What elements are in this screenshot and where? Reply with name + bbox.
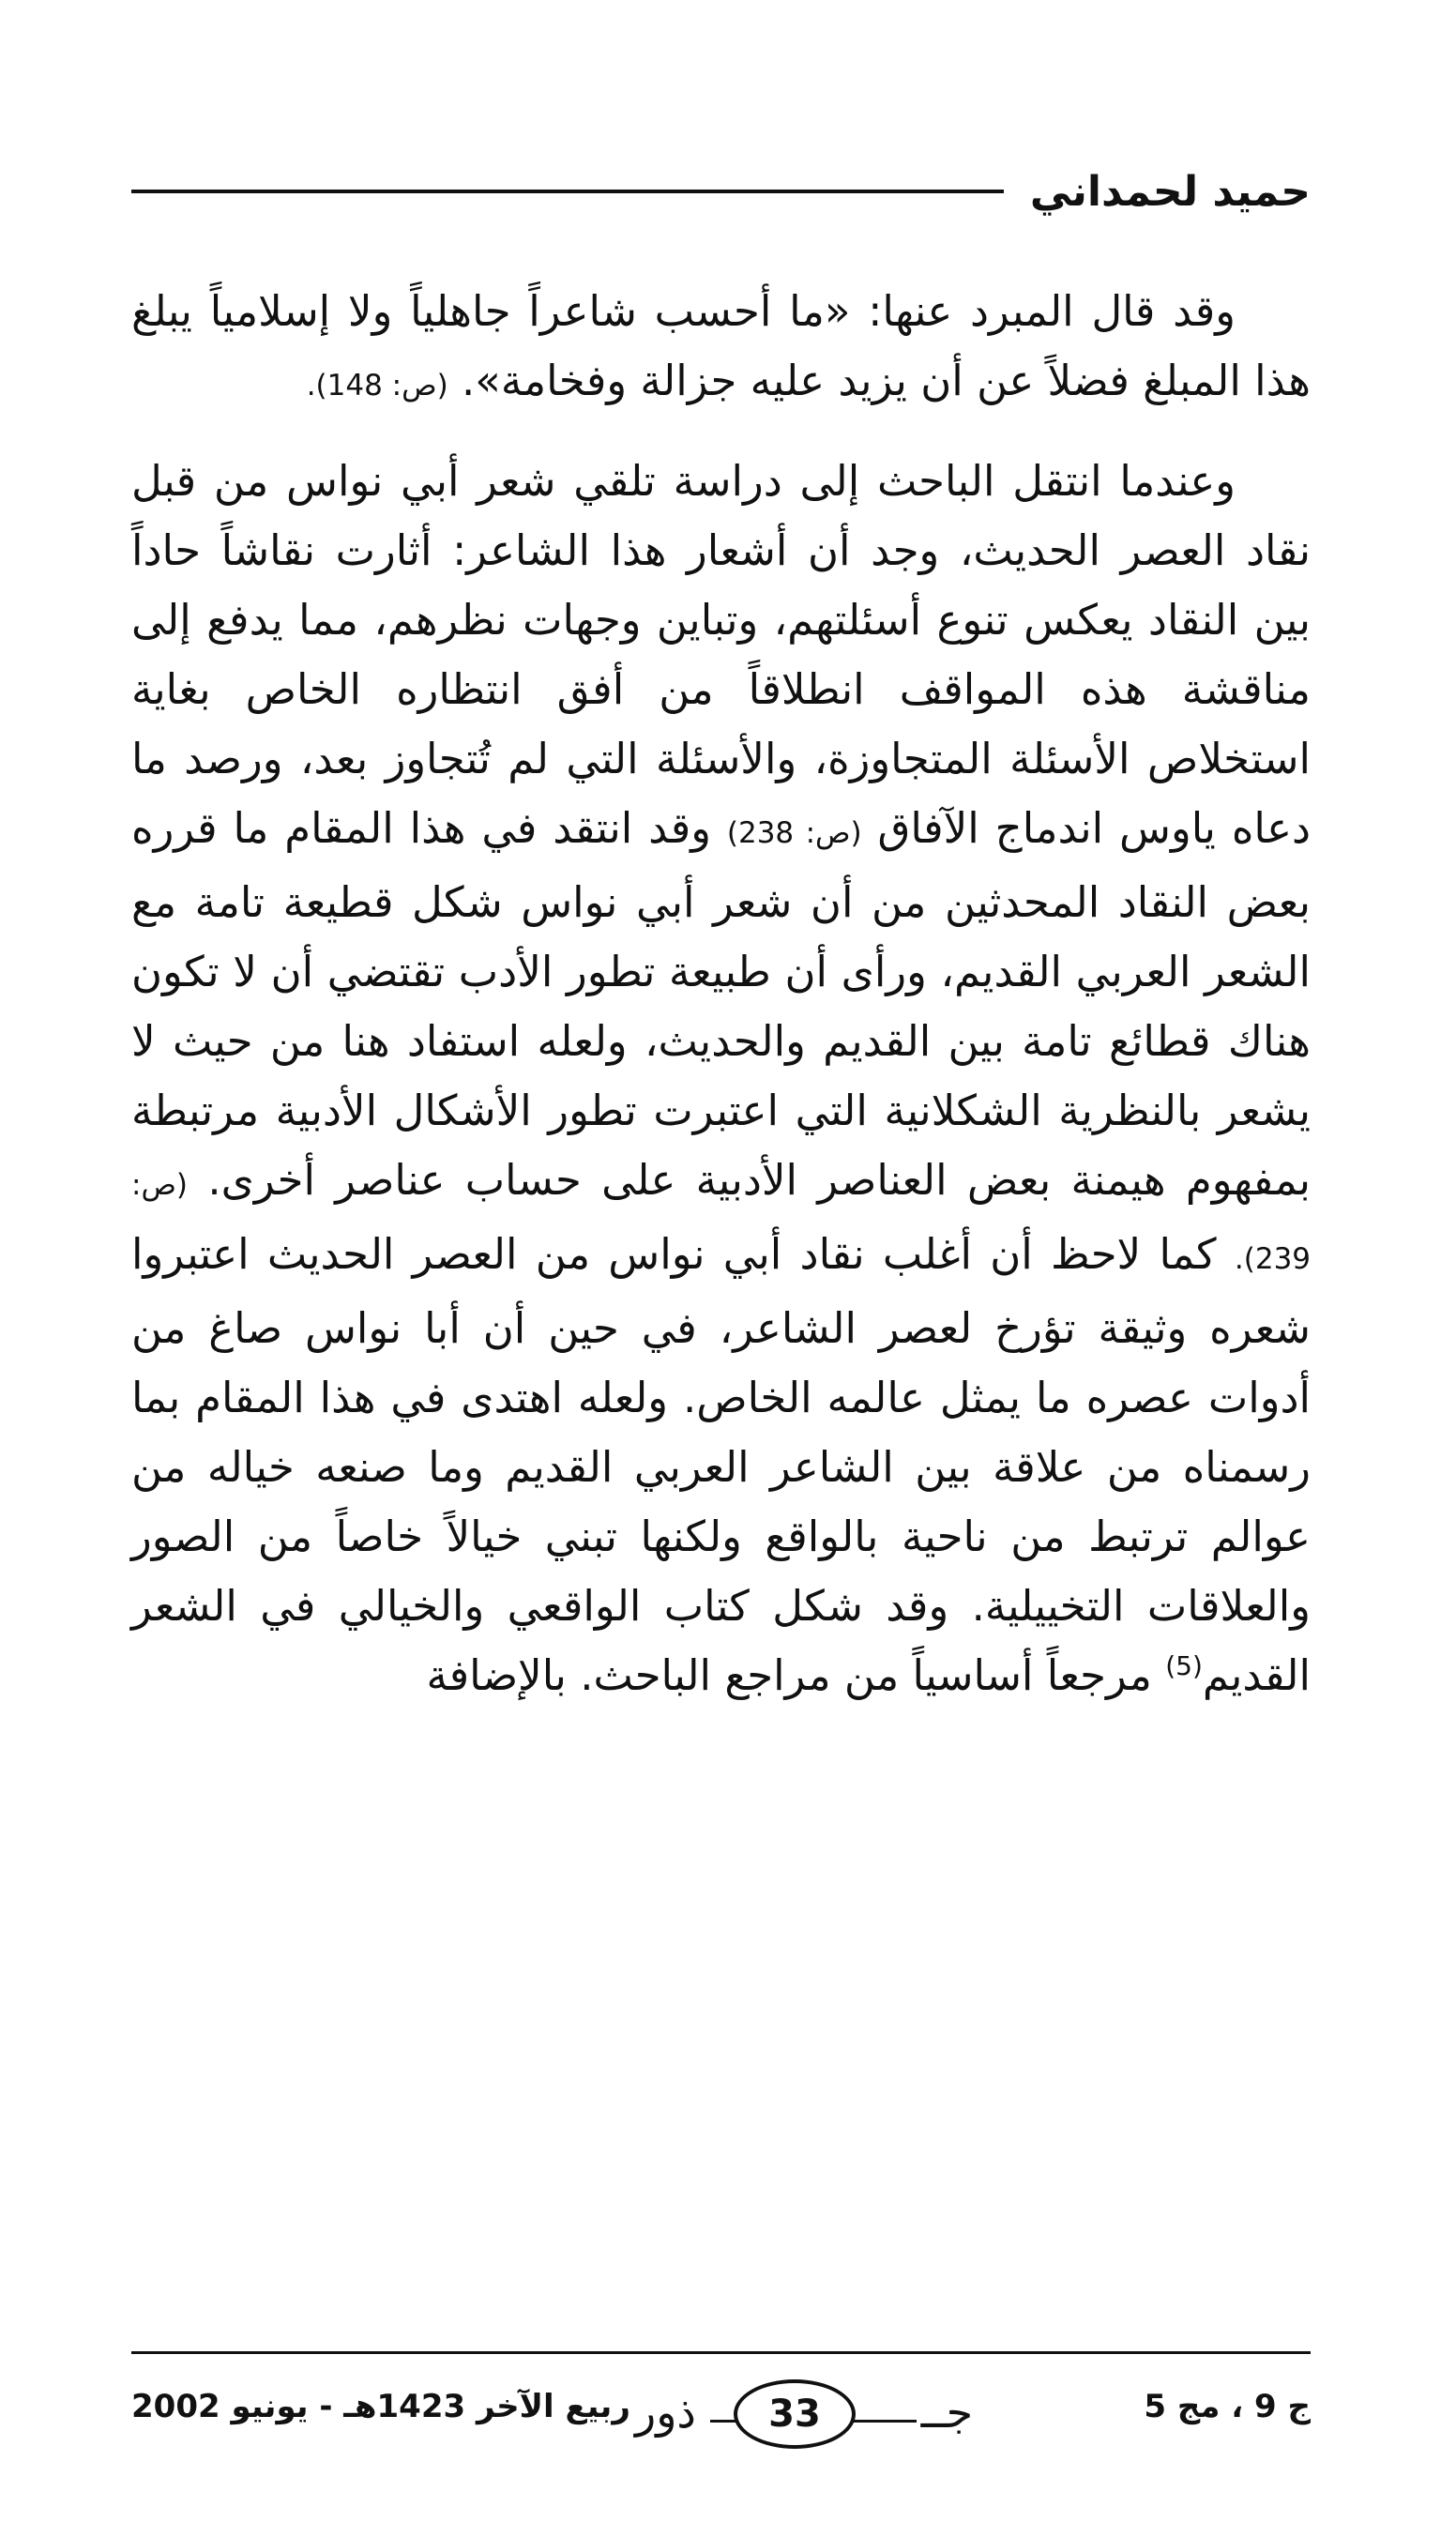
article-body: [131, 277, 1311, 1710]
journal-name-start: جــ: [920, 2387, 973, 2438]
issue-info: ج 9 ، مج 5: [1144, 2388, 1311, 2425]
page-reference-239: (ص: 239).: [131, 1168, 1312, 1276]
issue-date: ربيع الآخر 1423هـ - يونيو 2002: [131, 2388, 630, 2425]
running-header: [131, 158, 1311, 225]
footnote-marker: (5): [1165, 1650, 1203, 1681]
paragraph-2: [131, 447, 1311, 1710]
journal-logo: [635, 2379, 973, 2445]
page-number: 33: [734, 2379, 856, 2449]
journal-stroke-left: [710, 2420, 738, 2423]
paragraph-2-part-3: كما لاحظ أن أغلب نقاد أبي نواس من العصر الحديث اعتبروا شعره وثيقة تؤرخ لعصر الشاعر، في حين أن أبا نواس صاغ من أدوات عصره ما يمثل عالمه الخاص. ولعله اهتدى في هذا المقام بما رسمناه من علاقة بين الشاعر العربي القديم وما صنعه خياله من عوالم ترتبط من ناحية بالواقع ولكنها تبني خيالاً خاصاً من الصور والعلاقات التخييلية. وقد شكل كتاب الواقعي والخيالي في الشعر القديم: [131, 1229, 1311, 1700]
paragraph-2-part-1: وعندما انتقل الباحث إلى دراسة تلقي شعر أبي نواس من قبل نقاد العصر الحديث، وجد أن أشعار هذا الشاعر: أثارت نقاشاً حاداً بين النقاد يعكس تنوع أسئلتهم، وتباين وجهات نظرهم، مما يدفع إلى مناقشة هذه المواقف انطلاقاً من أفق انتظاره الخاص بغاية استخلاص الأسئلة المتجاوزة، والأسئلة التي لم تُتجاوز بعد، ورصد ما دعاه ياوس اندماج الآفاق: [131, 456, 1311, 853]
author-name: حميد لحمداني: [1029, 167, 1311, 216]
paragraph-2-part-2: وقد انتقد في هذا المقام ما قرره بعض النقاد المحدثين من أن شعر أبي نواس شكل قطيعة تامة مع الشعر العربي القديم، ورأى أن طبيعة تطور الأدب تقتضي أن لا تكون هناك قطائع تامة بين القديم والحديث، ولعله استفاد هنا من حيث لا يشعر بالنظرية الشكلانية التي اعتبرت تطور الأشكال الأدبية مرتبطة بمفهوم هيمنة بعض العناصر الأدبية على حساب عناصر أخرى.: [131, 803, 1311, 1205]
header-rule: [131, 190, 1004, 193]
paragraph-2-part-4: مرجعاً أساسياً من مراجع الباحث. بالإضافة: [426, 1650, 1152, 1700]
footer-rule: [131, 2351, 1311, 2354]
page-reference-148: (ص: 148).: [306, 369, 448, 403]
paragraph-1: [131, 277, 1311, 420]
page-reference-238: (ص: 238): [726, 816, 862, 850]
journal-stroke-right: [851, 2420, 917, 2423]
page-footer: [131, 2355, 1311, 2458]
journal-name-end: ذور: [635, 2387, 696, 2438]
paragraph-1-text: وقد قال المبرد عنها: «ما أحسب شاعراً جاهلياً ولا إسلامياً يبلغ هذا المبلغ فضلاً عن أن يزيد عليه جزالة وفخامة».: [131, 286, 1311, 405]
